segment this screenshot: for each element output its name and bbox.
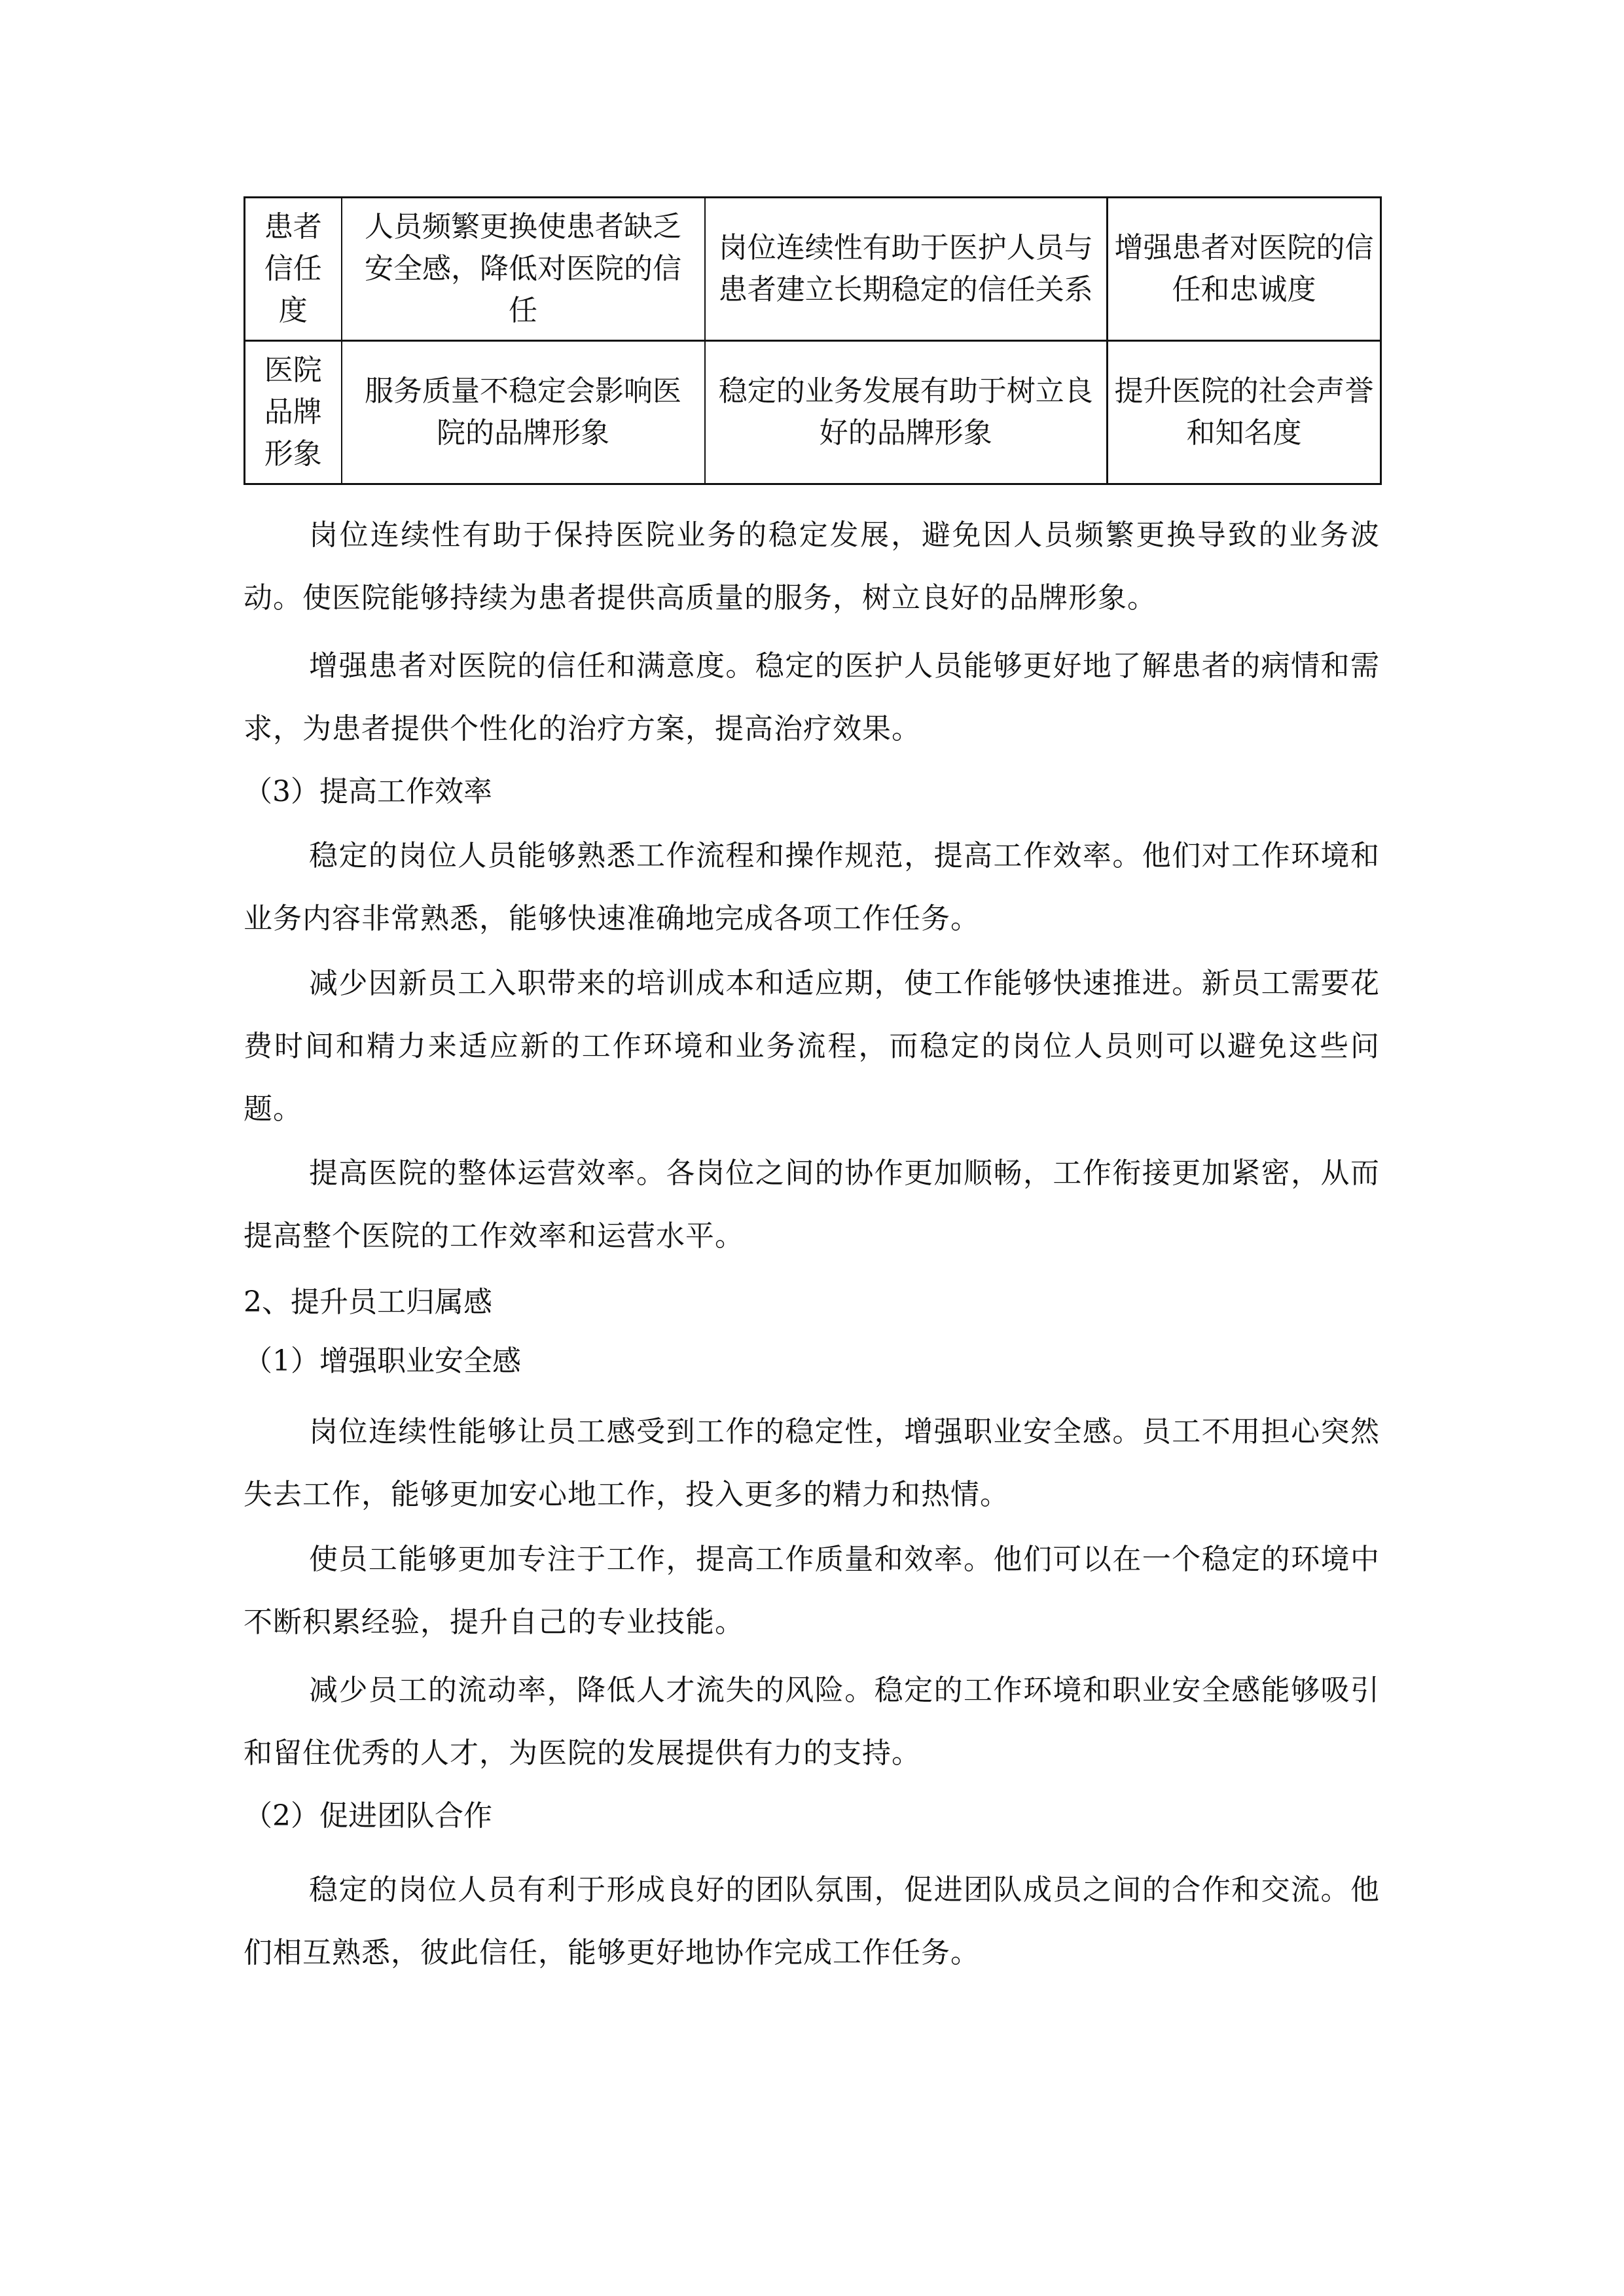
table-cell-effect: [705, 341, 1108, 484]
subheading-block: [244, 766, 1380, 818]
paragraph: 稳定的岗位人员有利于形成良好的团队氛围，促进团队成员之间的合作和交流。他们相互熟悉，彼此信任，能够更好地协作完成工作任务。: [244, 1873, 1380, 1969]
cell-text: 岗位连续性有助于医护人员与患者建立长期稳定的信任关系: [718, 231, 1093, 306]
paragraph: 岗位连续性有助于保持医院业务的稳定发展，避免因人员频繁更换导致的业务波动。使医院能够持续为患者提供高质量的服务，树立良好的品牌形象。: [244, 518, 1380, 615]
table-cell-effect: [705, 198, 1108, 341]
table-cell-problem: [342, 341, 705, 484]
cell-text: 患者信任度: [264, 210, 322, 327]
subheading-block: [244, 1790, 1380, 1842]
paragraph-block: [244, 1859, 1380, 1984]
section-heading-block: [244, 1276, 1380, 1329]
comparison-table: [244, 196, 1382, 485]
paragraph-block: [244, 825, 1380, 950]
paragraph-block: [244, 504, 1380, 630]
subheading: （3）提高工作效率: [244, 775, 492, 808]
table-cell-category: [245, 341, 342, 484]
table-cell-result: [1108, 341, 1381, 484]
paragraph-block: [244, 1401, 1380, 1526]
paragraph-block: [244, 635, 1380, 761]
paragraph: 岗位连续性能够让员工感受到工作的稳定性，增强职业安全感。员工不用担心突然失去工作，能够更加安心地工作，投入更多的精力和热情。: [244, 1415, 1380, 1511]
paragraph: 减少因新员工入职带来的培训成本和适应期，使工作能够快速推进。新员工需要花费时间和精力来适应新的工作环境和业务流程，而稳定的岗位人员则可以避免这些问题。: [244, 967, 1380, 1126]
cell-text: 人员频繁更换使患者缺乏安全感，降低对医院的信任: [365, 210, 681, 327]
paragraph: 减少员工的流动率，降低人才流失的风险。稳定的工作环境和职业安全感能够吸引和留住优秀的人才，为医院的发展提供有力的支持。: [244, 1674, 1380, 1770]
table-cell-category: [245, 198, 342, 341]
subheading: （2）促进团队合作: [244, 1799, 492, 1833]
cell-text: 稳定的业务发展有助于树立良好的品牌形象: [718, 374, 1093, 450]
paragraph: 稳定的岗位人员能够熟悉工作流程和操作规范，提高工作效率。他们对工作环境和业务内容非常熟悉，能够快速准确地完成各项工作任务。: [244, 839, 1380, 935]
cell-text: 服务质量不稳定会影响医院的品牌形象: [365, 374, 681, 450]
cell-text: 医院品牌形象: [264, 353, 322, 471]
section-heading: 2、提升员工归属感: [244, 1285, 492, 1319]
subheading: （1）增强职业安全感: [244, 1344, 521, 1378]
paragraph: 提高医院的整体运营效率。各岗位之间的协作更加顺畅，工作衔接更加紧密，从而提高整个医院的工作效率和运营水平。: [244, 1157, 1380, 1253]
table-cell-result: [1108, 198, 1381, 341]
cell-text: 提升医院的社会声誉和知名度: [1114, 374, 1374, 450]
paragraph-block: [244, 1659, 1380, 1785]
paragraph: 增强患者对医院的信任和满意度。稳定的医护人员能够更好地了解患者的病情和需求，为患者提供个性化的治疗方案，提高治疗效果。: [244, 649, 1380, 745]
paragraph-block: [244, 1142, 1380, 1268]
cell-text: 增强患者对医院的信任和忠诚度: [1114, 231, 1374, 306]
table-row: [245, 341, 1381, 484]
paragraph-block: [244, 1528, 1380, 1654]
table-cell-problem: [342, 198, 705, 341]
document-page: [244, 196, 1380, 485]
paragraph-block: [244, 952, 1380, 1141]
subheading-block: [244, 1335, 1380, 1388]
paragraph: 使员工能够更加专注于工作，提高工作质量和效率。他们可以在一个稳定的环境中不断积累经验，提升自己的专业技能。: [244, 1543, 1380, 1639]
table-row: [245, 198, 1381, 341]
